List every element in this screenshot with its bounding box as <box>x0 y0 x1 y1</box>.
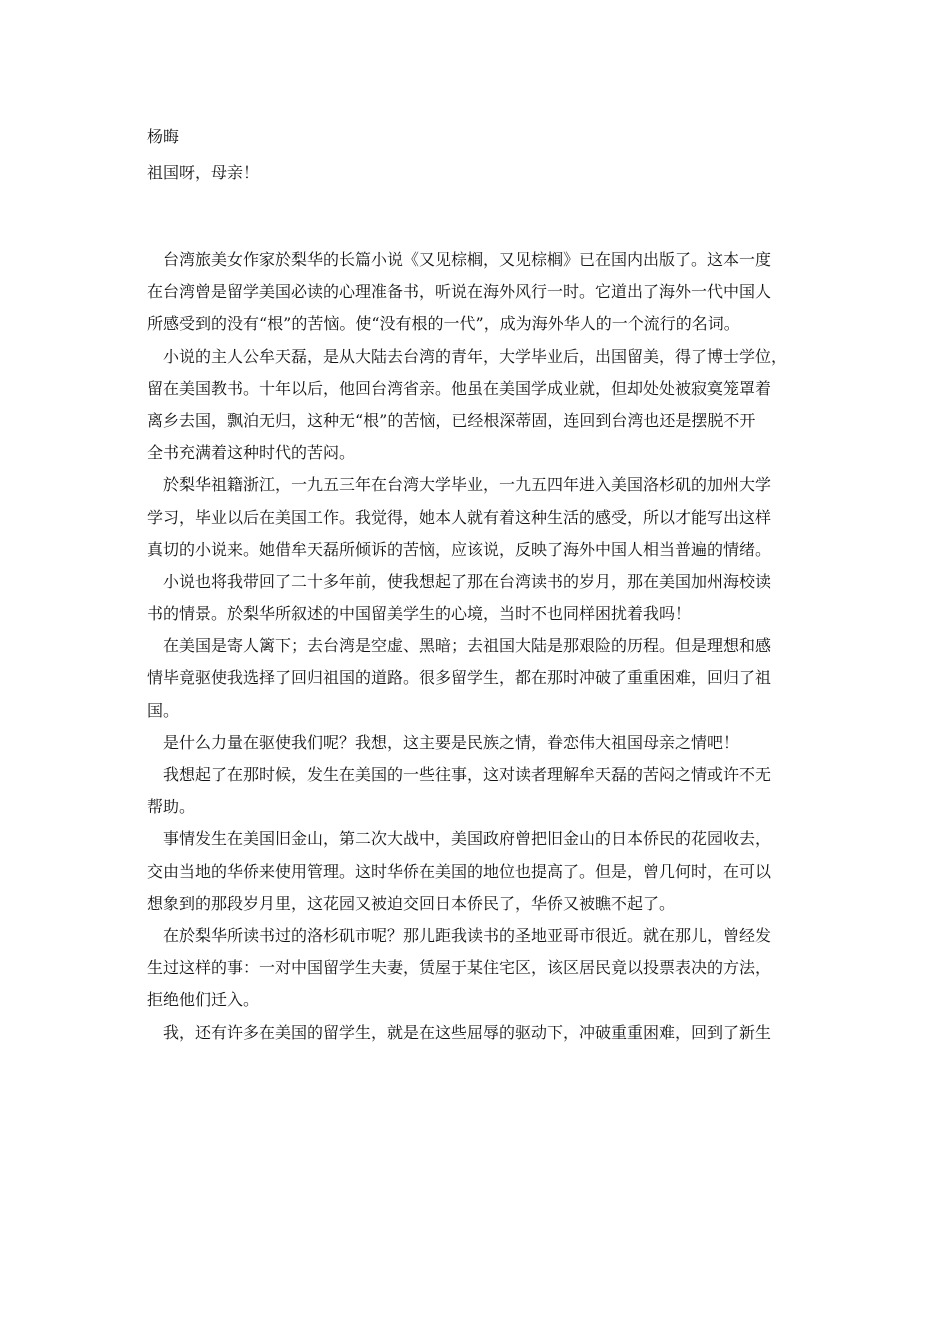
body-line: 小说也将我带回了二十多年前，使我想起了那在台湾读书的岁月，那在美国加州海校读 <box>147 571 772 591</box>
body-line: 书的情景。於梨华所叙述的中国留美学生的心境，当时不也同样困扰着我吗！ <box>147 604 692 624</box>
body-line: 全书充满着这种时代的苦闷。 <box>147 443 356 463</box>
body-line: 想象到的那段岁月里，这花园又被迫交回日本侨民了，华侨又被瞧不起了。 <box>147 893 676 913</box>
body-line: 所感受到的没有“根”的苦恼。使“没有根的一代”，成为海外华人的一个流行的名词。 <box>147 314 740 334</box>
body-line: 台湾旅美女作家於梨华的长篇小说《又见棕榈，又见棕榈》已在国内出版了。这本一度 <box>147 250 772 269</box>
body-line: 事情发生在美国旧金山，第二次大战中，美国政府曾把旧金山的日本侨民的花园收去， <box>147 829 772 849</box>
body-line: 是什么力量在驱使我们呢？我想，这主要是民族之情，眷恋伟大祖国母亲之情吧！ <box>147 732 740 752</box>
body-line: 我，还有许多在美国的留学生，就是在这些屈辱的驱动下，冲破重重困难，回到了新生 <box>147 1022 772 1042</box>
article-title: 祖国呀，母亲！ <box>147 163 260 182</box>
body-line: 交由当地的华侨来使用管理。这时华侨在美国的地位也提高了。但是，曾几何时，在可以 <box>147 861 772 881</box>
body-line: 於梨华祖籍浙江，一九五三年在台湾大学毕业，一九五四年进入美国洛杉矶的加州大学 <box>147 475 772 495</box>
body-line: 拒绝他们迁入。 <box>147 990 260 1010</box>
body-line: 情毕竟驱使我选择了回归祖国的道路。很多留学生，都在那时冲破了重重困难，回归了祖 <box>147 668 772 688</box>
body-line: 离乡去国，飘泊无归，这种无“根”的苦恼，已经根深蒂固，连回到台湾也还是摆脱不开 <box>147 410 756 430</box>
body-line: 帮助。 <box>147 797 196 817</box>
body-line: 学习，毕业以后在美国工作。我觉得，她本人就有着这种生活的感受，所以才能写出这样 <box>147 507 772 527</box>
body-line: 生过这样的事：一对中国留学生夫妻，赁屋于某住宅区，该区居民竟以投票表决的方法， <box>147 958 772 978</box>
body-line: 留在美国教书。十年以后，他回台湾省亲。他虽在美国学成业就，但却处处被寂寞笼罩着 <box>147 378 772 398</box>
body-line: 真切的小说来。她借牟天磊所倾诉的苦恼，应该说，反映了海外中国人相当普遍的情绪。 <box>147 539 772 559</box>
body-line: 我想起了在那时候，发生在美国的一些往事，这对读者理解牟天磊的苦闷之情或许不无 <box>147 765 772 784</box>
author-name: 杨晦 <box>147 127 180 146</box>
body-line: 在於梨华所读书过的洛杉矶市呢？那儿距我读书的圣地亚哥市很近。就在那儿，曾经发 <box>147 925 772 945</box>
body-line: 在台湾曾是留学美国必读的心理准备书，听说在海外风行一时。它道出了海外一代中国人 <box>147 282 772 302</box>
body-line: 小说的主人公牟天磊，是从大陆去台湾的青年，大学毕业后，出国留美，得了博士学位， <box>147 346 788 366</box>
body-line: 国。 <box>147 700 180 720</box>
article-body <box>147 244 807 1049</box>
body-line: 在美国是寄人篱下；去台湾是空虚、黑暗；去祖国大陆是那艰险的历程。但是理想和感 <box>147 636 772 656</box>
